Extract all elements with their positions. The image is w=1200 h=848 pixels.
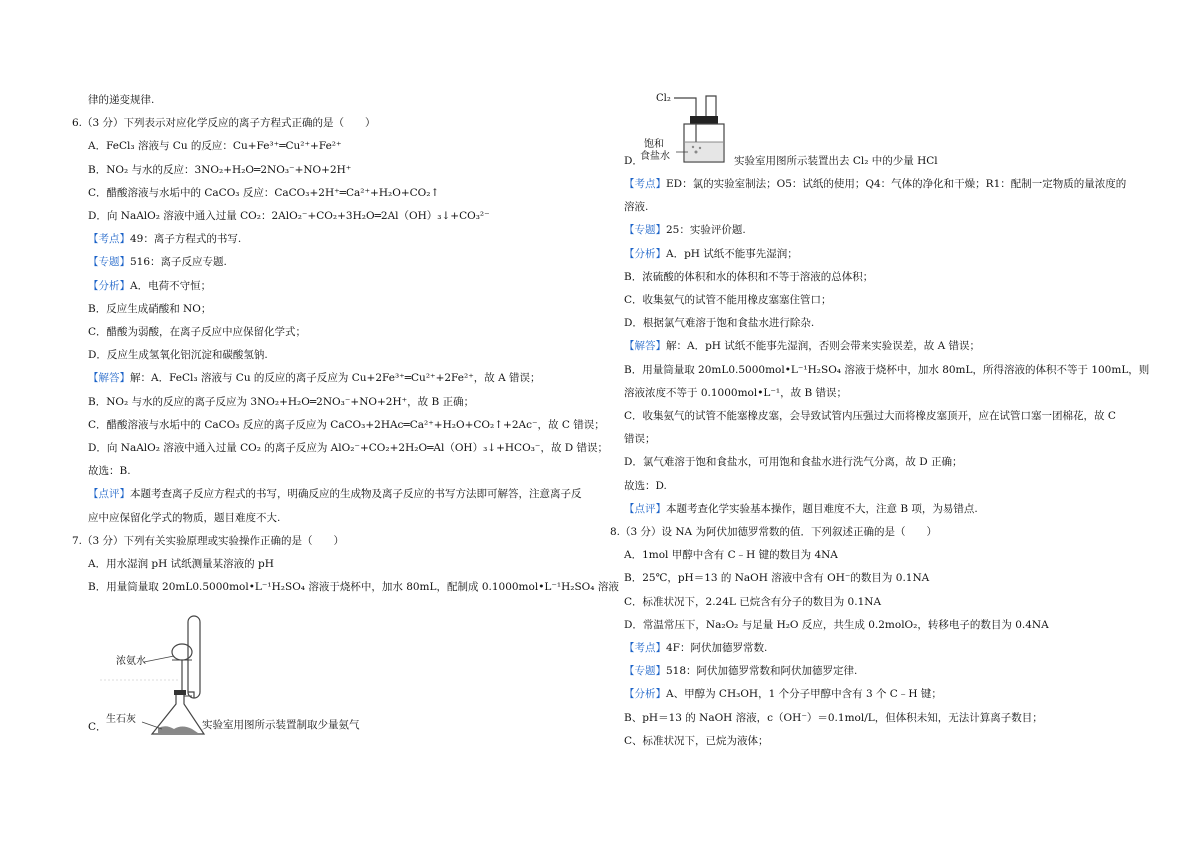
option-c-text: 实验室用图所示装置制取少量氨气 [202,719,360,731]
right-line [624,641,767,655]
left-line: D．向 NaAlO₂ 溶液中通入过量 CO₂：2AlO₂⁻+CO₂+3H₂O═2Al（OH）₃↓+CO₃²⁻ [88,210,490,222]
section-text: 49：离子方程式的书写. [130,233,242,246]
brine-label: 饱和 [644,139,664,150]
ammonia-label: 浓氨水 [116,656,146,667]
section-text: A、甲醇为 CH₃OH，1 个分子甲醇中含有 3 个 C﹣H 键； [666,688,942,701]
section-tag: 【专题】 [88,256,130,269]
section-tag: 【分析】 [624,247,666,260]
right-line [624,339,980,353]
lime-label: 生石灰 [106,714,136,725]
section-tag: 【解答】 [624,340,666,353]
right-line [624,664,857,678]
right-line [624,687,942,701]
section-tag: 【考点】 [624,642,666,654]
right-line [624,223,746,237]
left-line: B．用量筒量取 20mL0.5000mol•L⁻¹H₂SO₄ 溶液于烧杯中，加水 80mL，配制成 0.1000mol•L⁻¹H₂SO₄ 溶液 [88,581,619,594]
left-line: B．NO₂ 与水的反应的离子反应为 3NO₂+H₂O═2NO₃⁻+NO+2H⁺，故 B 正确； [88,395,475,408]
section-tag: 【考点】 [88,233,130,246]
left-line: D．向 NaAlO₂ 溶液中通入过量 CO₂ 的离子反应为 AlO₂⁻+CO₂+2H₂O═Al（OH）₃↓+HCO₃⁻，故 D 错误； [88,442,609,454]
left-line: 6.（3 分）下列表示对应化学反应的离子方程式正确的是（ ） [72,117,376,130]
left-line: C．醋酸为弱酸，在离子反应中应保留化学式； [88,326,307,338]
right-line: 8.（3 分）设 NA 为阿伏加德罗常数的值．下列叙述正确的是（ ） [610,526,937,538]
left-line: A．FeCl₃ 溶液与 Cu 的反应：Cu+Fe³⁺═Cu²⁺+Fe²⁺ [88,140,342,153]
section-tag: 【分析】 [624,688,666,701]
right-line: A．1mol 甲醇中含有 C﹣H 键的数目为 4NA [624,549,838,562]
section-tag: 【点评】 [88,488,130,501]
section-text: 516：离子反应专题. [130,256,227,269]
right-line: B．用量筒量取 20mL0.5000mol•L⁻¹H₂SO₄ 溶液于烧杯中，加水 80mL，所得溶液的体积不等于 100mL，则 [624,363,1150,376]
right-line: 故选：D. [624,479,667,492]
left-line [88,371,541,385]
left-line: C．醋酸溶液与水垢中的 CaCO₃ 反应：CaCO₃+2H⁺═Ca²⁺+H₂O+CO₂↑ [88,186,440,199]
option-d-label: D． [624,155,643,167]
section-tag: 【点评】 [624,502,666,515]
left-line: C．醋酸溶液与水垢中的 CaCO₃ 反应的离子反应为 CaCO₃+2HAc═Ca²⁺+H₂O+CO₂↑+2Ac⁻，故 C 错误； [88,418,605,431]
option-c-label: C． [88,721,107,733]
section-tag: 【考点】 [624,178,666,190]
right-line: 错误； [624,433,656,446]
section-text: A．电荷不守恒； [130,279,212,292]
section-text: 解：A．FeCl₃ 溶液与 Cu 的反应的离子反应为 Cu+2Fe³⁺═Cu²⁺+2Fe²⁺，故 A 错误； [130,372,541,385]
right-line: 溶液. [624,201,649,214]
left-line: B．反应生成硝酸和 NO； [88,302,212,315]
right-line: D．氯气难溶于饱和食盐水，可用饱和食盐水进行洗气分离，故 D 正确； [624,456,963,469]
right-line: C、标准状况下，已烷为液体； [624,734,769,747]
left-line: A．用水湿润 pH 试纸测量某溶液的 pH [88,558,274,570]
section-text: 本题考查化学实验基本操作，题目难度不大，注意 B 项，为易错点. [666,502,978,515]
section-tag: 【分析】 [88,279,130,292]
right-line: C．标准状况下，2.24L 已烷含有分子的数目为 0.1NA [624,595,882,608]
section-text: 解：A．pH 试纸不能事先湿润，否则会带来实验误差，故 A 错误； [666,340,981,353]
right-line: B．25℃，pH＝13 的 NaOH 溶液中含有 OH⁻的数目为 0.1NA [624,572,930,585]
right-line: C．收集氨气的试管不能塞橡皮塞，会导致试管内压强过大而将橡皮塞顶开，应在试管口塞一团棉花，故 C [624,410,1116,422]
option-d-text: 实验室用图所示装置出去 Cl₂ 中的少量 HCl [734,155,938,167]
left-line: B．NO₂ 与水的反应：3NO₂+H₂O═2NO₃⁻+NO+2H⁺ [88,163,352,176]
left-line: 律的递变规律. [88,94,155,106]
left-line: 应中应保留化学式的物质，题目难度不大. [88,511,281,524]
section-tag: 【专题】 [624,224,666,237]
left-line [88,487,582,501]
section-tag: 【专题】 [624,665,666,678]
left-line: 故选：B. [88,465,131,478]
brine-label-2: 食盐水 [640,151,670,162]
right-line: 溶液浓度不等于 0.1000mol•L⁻¹，故 B 错误； [624,386,848,399]
right-line: B、pH＝13 的 NaOH 溶液，c（OH⁻）＝0.1mol/L，但体积未知，无法计算离子数目； [624,711,1043,724]
left-line [88,232,241,246]
right-line: D．常温常压下，Na₂O₂ 与足量 H₂O 反应，共生成 0.2molO₂，转移电子的数目为 0.4NA [624,618,1049,631]
chlorine-washing-figure [640,86,740,166]
left-line: D．反应生成氢氧化铝沉淀和碳酸氢钠. [88,349,268,362]
section-text: 4F：阿伏加德罗常数. [666,642,768,654]
section-text: 本题考查离子反应方程式的书写，明确反应的生成物及离子反应的书写方法即可解答，注意离子反 [130,488,582,501]
right-line [624,502,978,516]
left-line [88,279,211,293]
section-text: 518：阿伏加德罗常数和阿伏加德罗定律. [666,665,858,678]
right-line: C．收集氨气的试管不能用橡皮塞塞住管口； [624,294,832,306]
section-tag: 【解答】 [88,372,130,385]
left-line: 7.（3 分）下列有关实验原理或实验操作正确的是（ ） [72,534,345,547]
cl2-label: Cl₂ [656,93,671,104]
left-line [88,255,227,269]
right-line: B．浓硫酸的体积和水的体积和不等于溶液的总体积； [624,270,874,283]
right-line: D．根据氯气难溶于饱和食盐水进行除杂. [624,317,815,330]
section-text: ED：氯的实验室制法；O5：试纸的使用；Q4：气体的净化和干燥；R1：配制一定物质的量浓度的 [666,178,1127,190]
right-line [624,177,1126,191]
right-line [624,247,798,261]
section-text: A．pH 试纸不能事先湿润； [666,247,798,260]
section-text: 25：实验评价题. [666,224,746,237]
